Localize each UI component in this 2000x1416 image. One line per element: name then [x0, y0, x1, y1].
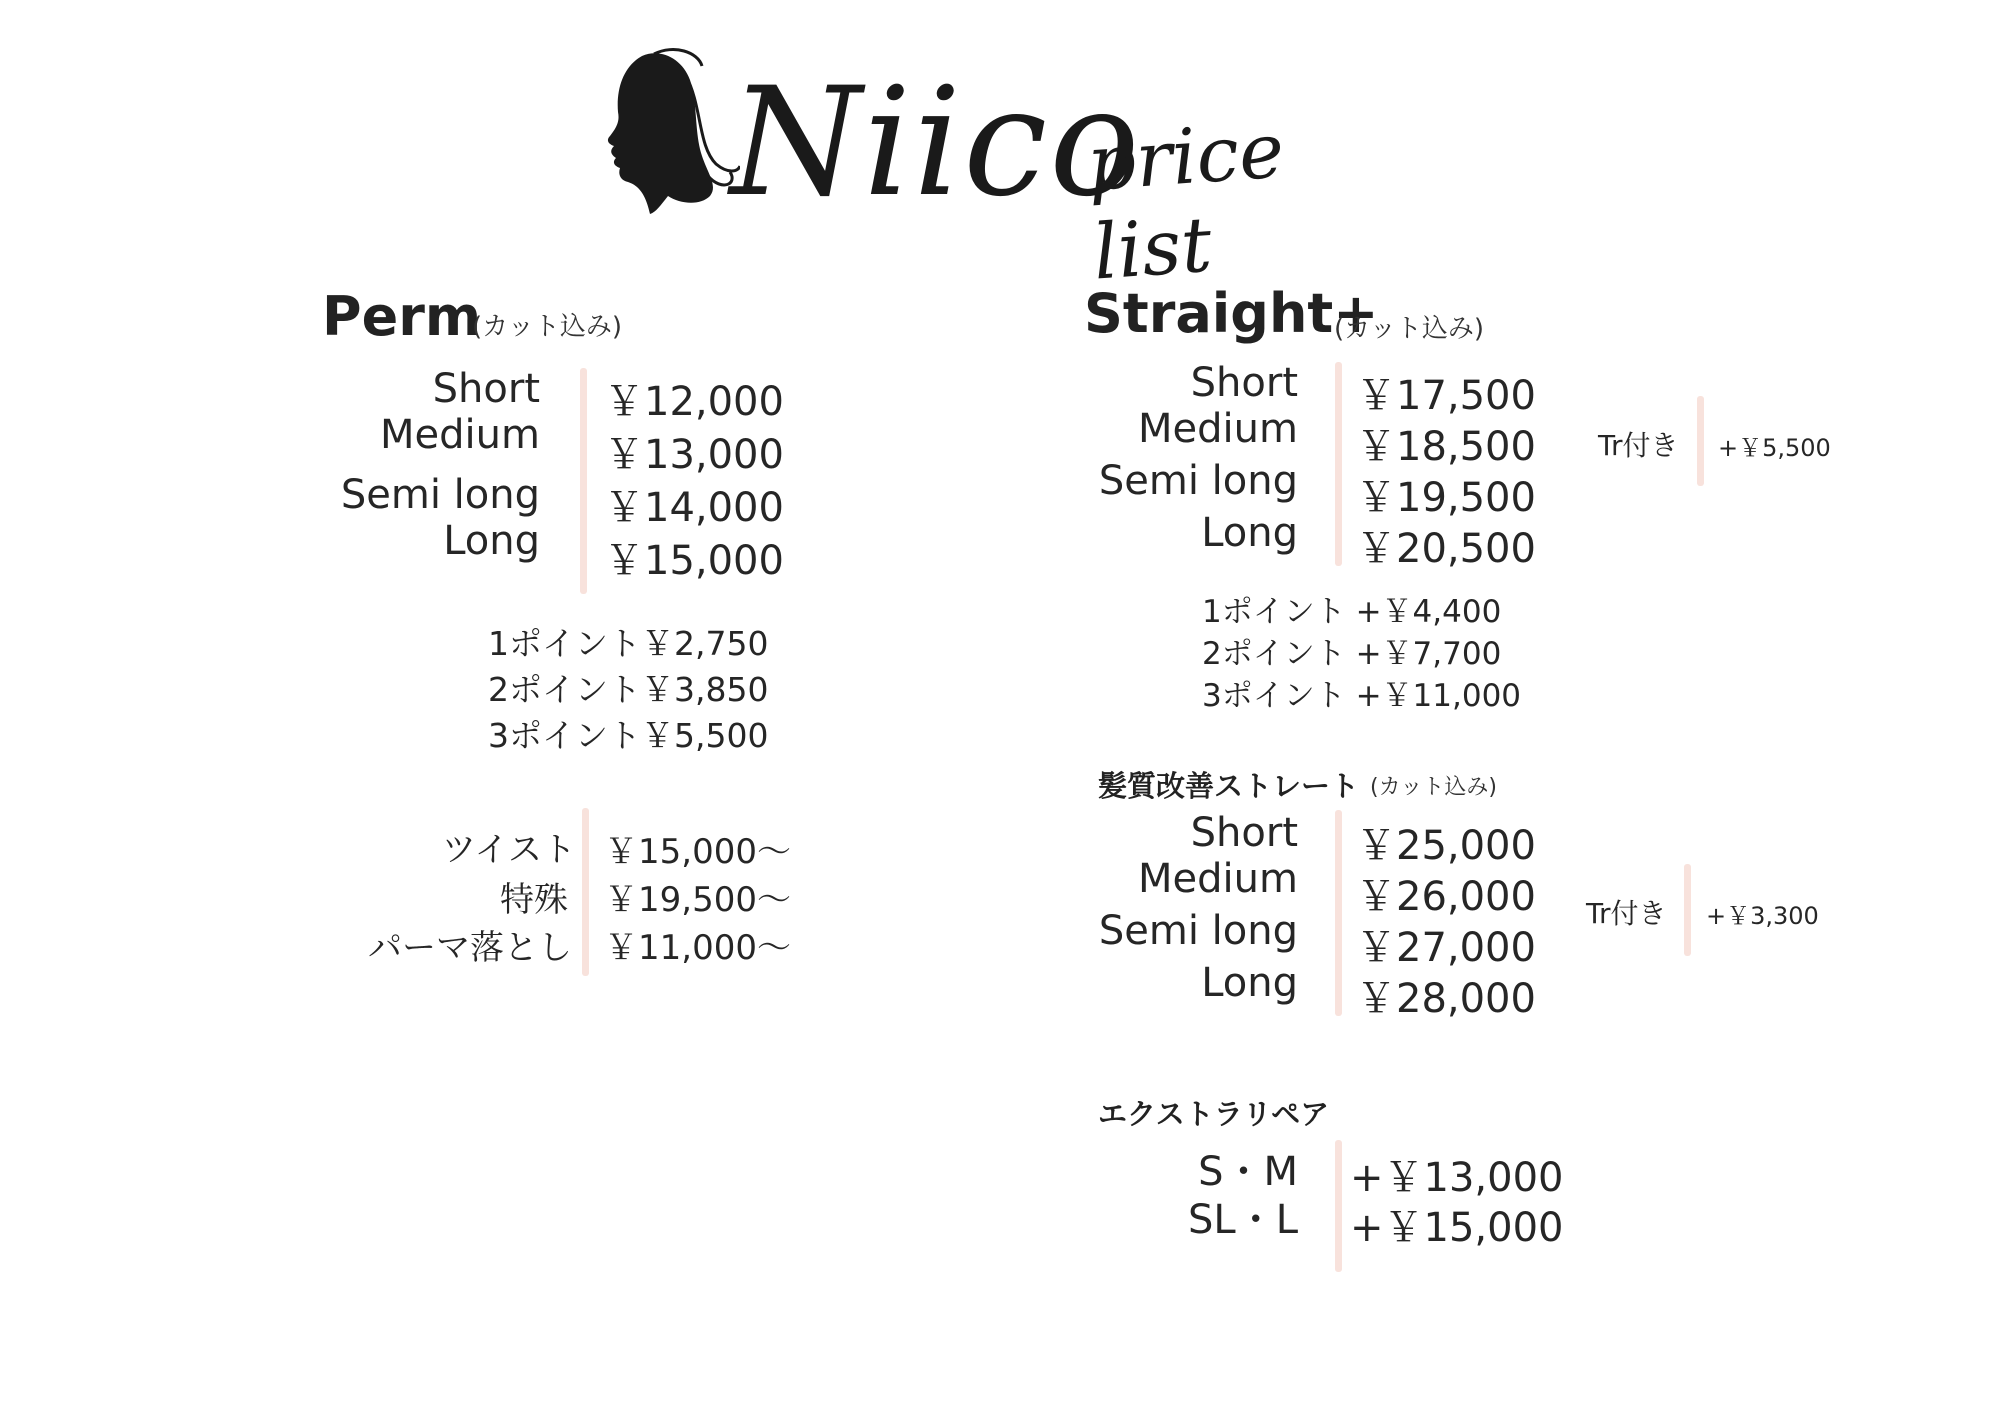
perm-length-price: ￥13,000	[604, 432, 784, 478]
perm-special-label: 特殊	[500, 880, 568, 920]
extra-repair-price: +￥13,000	[1350, 1155, 1564, 1201]
straight-length-price: ￥17,500	[1356, 373, 1536, 419]
divider	[1335, 362, 1342, 566]
divider	[1684, 864, 1691, 956]
logo	[590, 46, 1400, 297]
perm-point-price: 2ポイント￥3,850	[488, 670, 769, 709]
straight-length-price: ￥19,500	[1356, 475, 1536, 521]
perm-length-label: Short	[432, 366, 540, 412]
page-subtitle: price list	[1084, 105, 1287, 297]
extra-repair-label: SL・L	[1188, 1197, 1298, 1243]
divider	[1335, 1140, 1342, 1272]
perm-special-label: パーマ落とし	[368, 928, 572, 968]
improvement-note: (カット込み)	[1370, 775, 1497, 800]
divider	[582, 808, 589, 976]
straight-title: Straight+	[1084, 282, 1379, 345]
improvement-length-label: Short	[1190, 810, 1298, 856]
straight-length-price: ￥20,500	[1356, 526, 1536, 572]
straight-point-price: 3ポイント +￥11,000	[1202, 678, 1522, 714]
improvement-length-price: ￥25,000	[1356, 823, 1536, 869]
straight-treatment-label: Tr付き	[1598, 429, 1679, 462]
divider	[1697, 396, 1704, 486]
perm-point-price: 3ポイント￥5,500	[488, 716, 769, 755]
straight-length-label: Medium	[1138, 406, 1298, 452]
straight-length-label: Long	[1201, 510, 1298, 556]
improvement-treatment-label: Tr付き	[1586, 897, 1667, 930]
improvement-length-price: ￥26,000	[1356, 874, 1536, 920]
perm-length-label: Medium	[380, 412, 540, 458]
perm-title: Perm	[322, 285, 482, 348]
improvement-length-label: Long	[1201, 960, 1298, 1006]
straight-point-price: 1ポイント +￥4,400	[1202, 594, 1502, 630]
perm-special-price: ￥11,000〜	[604, 928, 791, 968]
divider	[1335, 810, 1342, 1016]
extra-repair-label: S・M	[1198, 1149, 1298, 1195]
improvement-length-price: ￥27,000	[1356, 925, 1536, 971]
extra-repair-price: +￥15,000	[1350, 1205, 1564, 1251]
perm-length-price: ￥15,000	[604, 538, 784, 584]
perm-point-price: 1ポイント￥2,750	[488, 624, 769, 663]
improvement-title: 髪質改善ストレート	[1098, 769, 1360, 803]
divider	[580, 368, 587, 594]
perm-length-price: ￥14,000	[604, 485, 784, 531]
perm-note: (カット込み)	[472, 312, 623, 342]
improvement-treatment-price: +￥3,300	[1706, 902, 1819, 930]
perm-special-price: ￥19,500〜	[604, 880, 791, 920]
perm-special-price: ￥15,000〜	[604, 832, 791, 872]
extra-repair-title: エクストラリペア	[1098, 1097, 1330, 1131]
improvement-length-label: Medium	[1138, 856, 1298, 902]
improvement-length-label: Semi long	[1098, 908, 1298, 954]
perm-special-label: ツイスト	[442, 830, 576, 870]
straight-note: (カット込み)	[1334, 314, 1485, 344]
brand-name: Niico	[730, 56, 1142, 230]
straight-length-label: Semi long	[1098, 458, 1298, 504]
perm-length-price: ￥12,000	[604, 379, 784, 425]
woman-silhouette-icon	[590, 46, 740, 216]
perm-length-label: Semi long	[340, 472, 540, 518]
straight-length-price: ￥18,500	[1356, 424, 1536, 470]
straight-length-label: Short	[1190, 360, 1298, 406]
improvement-length-price: ￥28,000	[1356, 976, 1536, 1022]
perm-length-label: Long	[443, 518, 540, 564]
straight-treatment-price: +￥5,500	[1718, 434, 1831, 462]
straight-point-price: 2ポイント +￥7,700	[1202, 636, 1502, 672]
